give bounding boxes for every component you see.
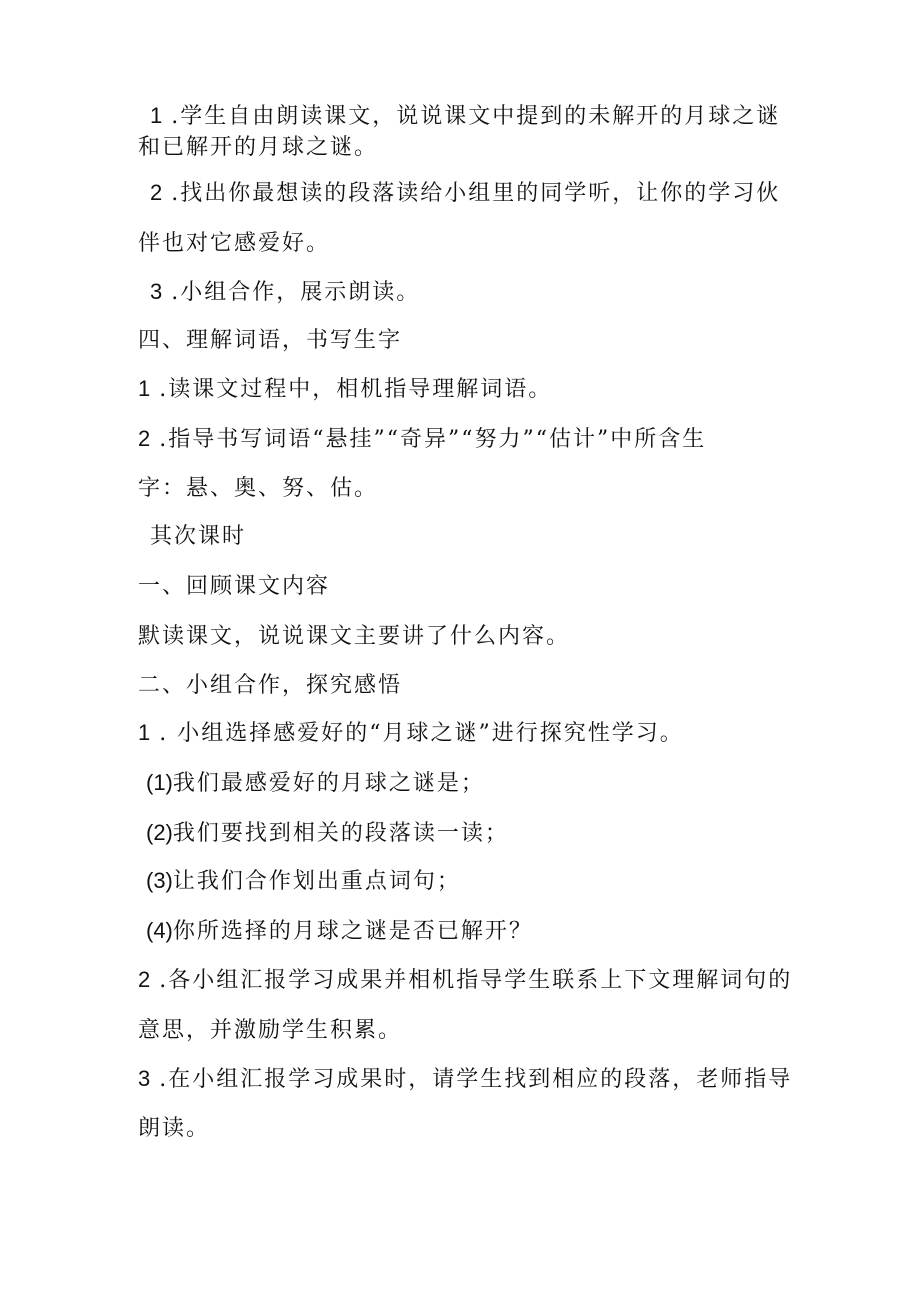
line-text: .在小组汇报学习成果时，请学生找到相应的段落，老师指导 — [150, 1067, 793, 1092]
text-line — [138, 1015, 402, 1046]
line-text: 默读课文，说说课文主要讲了什么内容。 — [138, 624, 571, 649]
item-number: 3 — [138, 1066, 151, 1091]
item-number: 3 — [150, 279, 163, 304]
line-text: 和已解开的月球之谜。 — [138, 135, 379, 160]
line-text: 让我们合作划出重点词句； — [172, 869, 461, 894]
text-line — [138, 374, 552, 405]
line-text: .小组合作，展示朗读。 — [162, 280, 421, 305]
section-heading — [138, 670, 402, 701]
text-line — [138, 473, 378, 504]
line-text: 朗读。 — [138, 1116, 211, 1141]
line-text: 一、回顾课文内容 — [138, 574, 331, 599]
item-number: (1) — [146, 770, 173, 795]
text-line — [150, 277, 420, 308]
item-number: 1 — [138, 376, 151, 401]
line-text: 伴也对它感爱好。 — [138, 231, 331, 256]
line-text: 四、理解词语，书写生字 — [138, 328, 403, 353]
sub-item — [146, 916, 533, 947]
text-line — [138, 424, 706, 455]
text-line — [150, 178, 780, 209]
item-number: 1 — [150, 103, 163, 128]
line-text: .指导书写词语“悬挂”“奇异”“努力”“估计”中所含生 — [150, 427, 707, 452]
item-number: 2 — [138, 426, 151, 451]
text-line — [150, 101, 780, 132]
line-text: .找出你最想读的段落读给小组里的同学听，让你的学习伙 — [162, 181, 781, 206]
text-line — [138, 965, 792, 996]
text-line — [138, 718, 684, 749]
line-text: 我们最感爱好的月球之谜是； — [172, 771, 485, 796]
lesson-heading — [150, 521, 246, 552]
item-number: (3) — [146, 868, 173, 893]
sub-item — [146, 866, 461, 897]
item-number: 2 — [138, 967, 151, 992]
section-heading — [138, 571, 330, 602]
text-line — [138, 228, 330, 259]
item-number: (4) — [146, 918, 173, 943]
sub-item — [146, 818, 509, 849]
line-text: 其次课时 — [150, 524, 247, 549]
item-number: 2 — [150, 180, 163, 205]
line-text: 二、小组合作，探究感悟 — [138, 673, 403, 698]
line-text: .读课文过程中，相机指导理解词语。 — [150, 377, 553, 402]
section-heading — [138, 325, 402, 356]
text-line — [138, 1113, 210, 1144]
text-line — [138, 1064, 792, 1095]
item-number: 1 — [138, 720, 151, 745]
item-number: (2) — [146, 820, 173, 845]
line-text: .学生自由朗读课文，说说课文中提到的未解开的月球之谜 — [162, 104, 781, 129]
sub-item — [146, 768, 485, 799]
line-text: .各小组汇报学习成果并相机指导学生联系上下文理解词句的 — [150, 968, 793, 993]
line-text: . 小组选择感爱好的“月球之谜”进行探究性学习。 — [150, 721, 684, 746]
line-text: 意思，并激励学生积累。 — [138, 1018, 403, 1043]
text-line — [138, 621, 570, 652]
line-text: 字：悬、奥、努、估。 — [138, 476, 379, 501]
line-text: 我们要找到相关的段落读一读； — [172, 821, 509, 846]
text-line — [138, 132, 378, 163]
line-text: 你所选择的月球之谜是否已解开？ — [172, 919, 533, 944]
